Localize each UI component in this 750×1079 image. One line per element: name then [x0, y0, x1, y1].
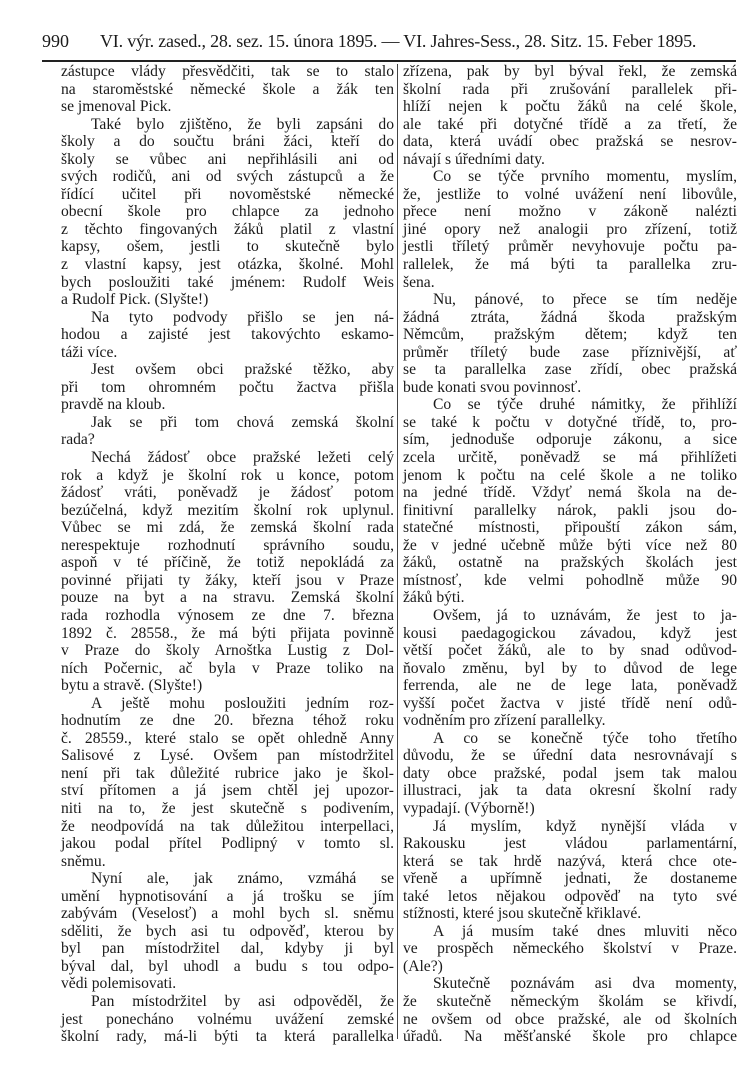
text-line: rada rozhodla výnosem ze dne 7. března	[61, 606, 394, 624]
text-line: umění hypnotisování a já trošku se jím	[61, 887, 394, 905]
paragraph	[61, 449, 394, 695]
text-line: jiné opory než analogii pro zřízení, totiž	[403, 220, 737, 238]
text-line: zabývám (Veselosť) a mohl bych sl. sněmu	[61, 905, 394, 923]
text-line: z těchto fingovaných žáků platil z vlastní	[61, 220, 394, 238]
paragraph	[61, 116, 394, 309]
text-line: rada?	[61, 431, 95, 449]
paragraph	[403, 975, 737, 1045]
text-line: Salisové z Lysé. Ovšem pan místodržitel	[61, 747, 394, 765]
text-line: sněmu.	[61, 852, 106, 870]
text-line: také letos nějakou odpověď na tyto své	[403, 887, 737, 905]
text-line: povinné přijati ty žáky, kteří jsou v Praze	[61, 571, 394, 589]
text-line: školní rady, má-li býti ta která parallelka	[61, 1028, 394, 1046]
text-line: ství přítomen a já jsem chtěl jej upozor-	[61, 782, 394, 800]
text-line: bych posloužiti také jménem: Rudolf Weis	[61, 273, 394, 291]
text-line: se ta parallelka zase zřídí, obec pražská	[403, 361, 737, 379]
text-line: vodněním pro zřízení parallelky.	[403, 712, 606, 730]
text-line: místnosť, kde velmi pohodlně může 90	[403, 571, 737, 589]
header-rule	[42, 60, 736, 62]
text-line: Ovšem, já to uznávám, že jest to ja-	[433, 606, 737, 624]
text-line: pouze na byt a na stravu. Zemská školní	[61, 589, 394, 607]
column-divider	[397, 64, 398, 1039]
paragraph	[61, 695, 394, 870]
text-line: vřeně a upřímně jednati, že dostaneme	[403, 870, 737, 888]
text-line: 1892 č. 28558., že má býti přijata povinně	[61, 624, 394, 642]
text-line: šena.	[403, 273, 435, 291]
paragraph	[61, 414, 394, 449]
text-line: hodou a zajisté jest takovýchto eskamo-	[61, 326, 394, 344]
text-line: Němcům, pražským dětem; když ten	[403, 326, 737, 344]
text-line: že v jedné učebně může býti více než 80	[403, 536, 737, 554]
running-header	[42, 31, 735, 55]
text-line: školy se vůbec ani nepřihlásili ani od	[61, 150, 394, 168]
text-line: kousi paedagogickou závadou, když jest	[403, 624, 737, 642]
text-line: při tom ohromném počtu žactva přišla	[61, 378, 394, 396]
text-line: žádná ztráta, žádná škoda pražským	[403, 308, 737, 326]
text-line: ňovalo změnu, byl by to důvod de lege	[403, 659, 737, 677]
text-line: obecní škole pro chlapce za jednoho	[61, 203, 394, 221]
text-line: hodnutím ze dne 20. března téhož roku	[61, 712, 394, 730]
text-line: A ještě mohu posloužiti jedním roz-	[91, 694, 394, 712]
left-column	[61, 63, 394, 1046]
text-line: na staroměstské německé škole a žák ten	[61, 80, 394, 98]
text-line: zřízena, pak by byl býval řekl, že zemská	[403, 63, 737, 80]
text-line: ních Počernic, ač byla v Praze toliko na	[61, 659, 394, 677]
text-line: školy a do součtu bráni žáci, kteří do	[61, 133, 394, 151]
text-line: ferrenda, ale ne de lege lata, poněvadž	[403, 677, 737, 695]
text-line: Nechá žádosť obce pražské ležeti celý	[91, 449, 394, 467]
text-line: Nyní ale, jak známo, vzmáhá se	[91, 870, 394, 888]
text-line: A já musím také dnes mluviti něco	[433, 922, 737, 940]
text-line: pravdě na kloub.	[61, 396, 166, 414]
text-line: že, jestliže to volné uvážení není libovůle,	[403, 185, 737, 203]
text-line: daty obce pražské, podal jsem tak malou	[403, 764, 737, 782]
text-line: Vůbec se mi zdá, že zemská školní rada	[61, 519, 394, 537]
text-line: není při tak důležité rubrice jako je škol-	[61, 764, 394, 782]
text-line: Také bylo zjištěno, že byli zapsáni do	[91, 115, 394, 133]
text-line: (Ale?)	[403, 957, 443, 975]
text-line: vyšší počet žactva v jisté třídě není odů-	[403, 694, 737, 712]
paragraph	[61, 870, 394, 993]
text-line: Jest ovšem obci pražské těžko, aby	[91, 361, 394, 379]
text-line: č. 28559., které stalo se opět ohledně Anny	[61, 729, 394, 747]
text-line: se jmenoval Pick.	[61, 98, 172, 116]
paragraph	[403, 818, 737, 923]
paragraph	[61, 993, 394, 1046]
paragraph	[403, 607, 737, 730]
text-line: návají s úředními daty.	[403, 150, 545, 168]
text-line: bude konati svou povinnosť.	[403, 378, 582, 396]
text-line: sděliti, že bych asi tu odpověď, kterou by	[61, 922, 394, 940]
text-line: niti na to, že jest skutečně s podivením,	[61, 799, 394, 817]
paragraph	[403, 63, 737, 168]
text-line: větší počet žáků, ale to by snad odůvod-	[403, 642, 737, 660]
text-line: Rakousku jest vládou parlamentární,	[403, 835, 737, 853]
text-line: býval dal, byl uhodl a budu s tou odpo-	[61, 957, 394, 975]
text-line: žáků, ostatně na pražských školách jest	[403, 554, 737, 572]
text-line: nerespektuje rozhodnutí správního soudu,	[61, 536, 394, 554]
page-number: 990	[42, 31, 69, 51]
text-line: vypadají. (Výborně!)	[403, 799, 535, 817]
text-line: z vlastní kapsy, jest otázka, školné. Mohl	[61, 256, 394, 274]
text-line: statečné místnosti, připouští zákon sám,	[403, 519, 737, 537]
text-line: jest ponecháno volnému uvážení zemské	[61, 1010, 394, 1028]
text-line: Co se týče prvního momentu, myslím,	[433, 168, 737, 186]
text-line: finitivní parallelky nárok, pakli jsou do-	[403, 501, 737, 519]
paragraph	[403, 923, 737, 976]
text-line: Co se týče druhé námitky, že přihlíží	[433, 396, 737, 414]
text-line: Já myslím, když nynější vláda v	[433, 817, 737, 835]
text-line: aspoň v té příčině, že totiž nepokládá za	[61, 554, 394, 572]
text-line: bytu a stravě. (Slyšte!)	[61, 677, 203, 695]
text-line: přece není možno v zákoně nalézti	[403, 203, 737, 221]
text-line: stížnosti, které jsou skutečně křiklavé.	[403, 905, 642, 923]
text-line: hlíží nejen k počtu žáků na celé škole,	[403, 98, 737, 116]
text-line: jakou podal přítel Podlipný v tomto sl.	[61, 835, 394, 853]
text-line: A co se konečně týče toho třetího	[433, 729, 737, 747]
text-line: že skutečně německým školám se křivdí,	[403, 992, 737, 1010]
paragraph	[61, 361, 394, 414]
right-column	[403, 63, 737, 1046]
text-line: vědi polemisovati.	[61, 975, 177, 993]
text-line: jestli tříletý průměr nevyhovuje počtu pa-	[403, 238, 737, 256]
text-line: zástupce vlády přesvědčiti, tak se to stalo	[61, 63, 394, 80]
text-line: jenom k počtu na celé škole a ne toliko	[403, 466, 737, 484]
text-line: Nu, pánové, to přece se tím neděje	[433, 291, 737, 309]
text-line: důvodu, že se úřední data nesrovnávají s	[403, 747, 737, 765]
paragraph	[61, 63, 394, 116]
text-line: průměr tříletý bude zase příznivější, ať	[403, 343, 737, 361]
running-title: VI. výr. zased., 28. sez. 15. února 1895. — VI. Jahres-Sess., 28. Sitz. 15. Feber 1895.	[100, 31, 697, 51]
text-line: Jak se při tom chová zemská školní	[91, 413, 394, 431]
paragraph	[403, 396, 737, 607]
text-line: Skutečně poznávám asi dva momenty,	[433, 975, 737, 993]
text-line: na jedné třídě. Vždyť nemá škola na de-	[403, 484, 737, 502]
text-line: Na tyto podvody přišlo se jen ná-	[91, 308, 394, 326]
text-line: že neodpovídá na tak důležitou interpellaci,	[61, 817, 394, 835]
text-line: se také k počtu v dotyčné třídě, to, pro-	[403, 413, 737, 431]
text-line: úřadů. Na měšťanské škole pro chlapce	[403, 1028, 737, 1046]
text-line: svých rodičů, ani od svých zástupců a že	[61, 168, 394, 186]
paragraph	[403, 730, 737, 818]
text-line: která se tak hrdě nazývá, která chce ote-	[403, 852, 737, 870]
text-line: illustraci, jak ta data okresní školní rady	[403, 782, 737, 800]
text-line: ale také při dotyčné třídě a za třetí, že	[403, 115, 737, 133]
paragraph	[403, 168, 737, 291]
paragraph	[403, 291, 737, 396]
text-line: rallelek, že má býti ta parallelka zru-	[403, 256, 737, 274]
text-line: v Praze do školy Arnoštka Lustig z Dol-	[61, 642, 394, 660]
text-line: rok a když je školní rok u konce, potom	[61, 466, 394, 484]
text-line: táži více.	[61, 343, 118, 361]
text-line: ve prospěch německého školství v Praze.	[403, 940, 737, 958]
text-line: bezúčelná, když mezitím školní rok uplynul.	[61, 501, 394, 519]
text-line: ne ovšem od obce pražské, ale od školních	[403, 1010, 737, 1028]
text-line: a Rudolf Pick. (Slyšte!)	[61, 291, 209, 309]
text-line: žáků býti.	[403, 589, 465, 607]
text-line: Pan místodržitel by asi odpověděl, že	[91, 992, 394, 1010]
text-line: řídící učitel při novoměstské německé	[61, 185, 394, 203]
text-line: zcela určitě, poněvadž se má přihlížeti	[403, 449, 737, 467]
text-line: kapsy, ošem, jestli to skutečně bylo	[61, 238, 394, 256]
text-line: byl pan místodržitel dal, kdyby ji byl	[61, 940, 394, 958]
text-line: žádosť vráti, poněvadž je žádosť potom	[61, 484, 394, 502]
text-line: školní rada při zrušování parallelek při-	[403, 80, 737, 98]
text-line: sím, jednoduše odporuje zákonu, a sice	[403, 431, 737, 449]
text-line: data, která uvádí obec pražská se nesrov-	[403, 133, 737, 151]
paragraph	[61, 309, 394, 362]
